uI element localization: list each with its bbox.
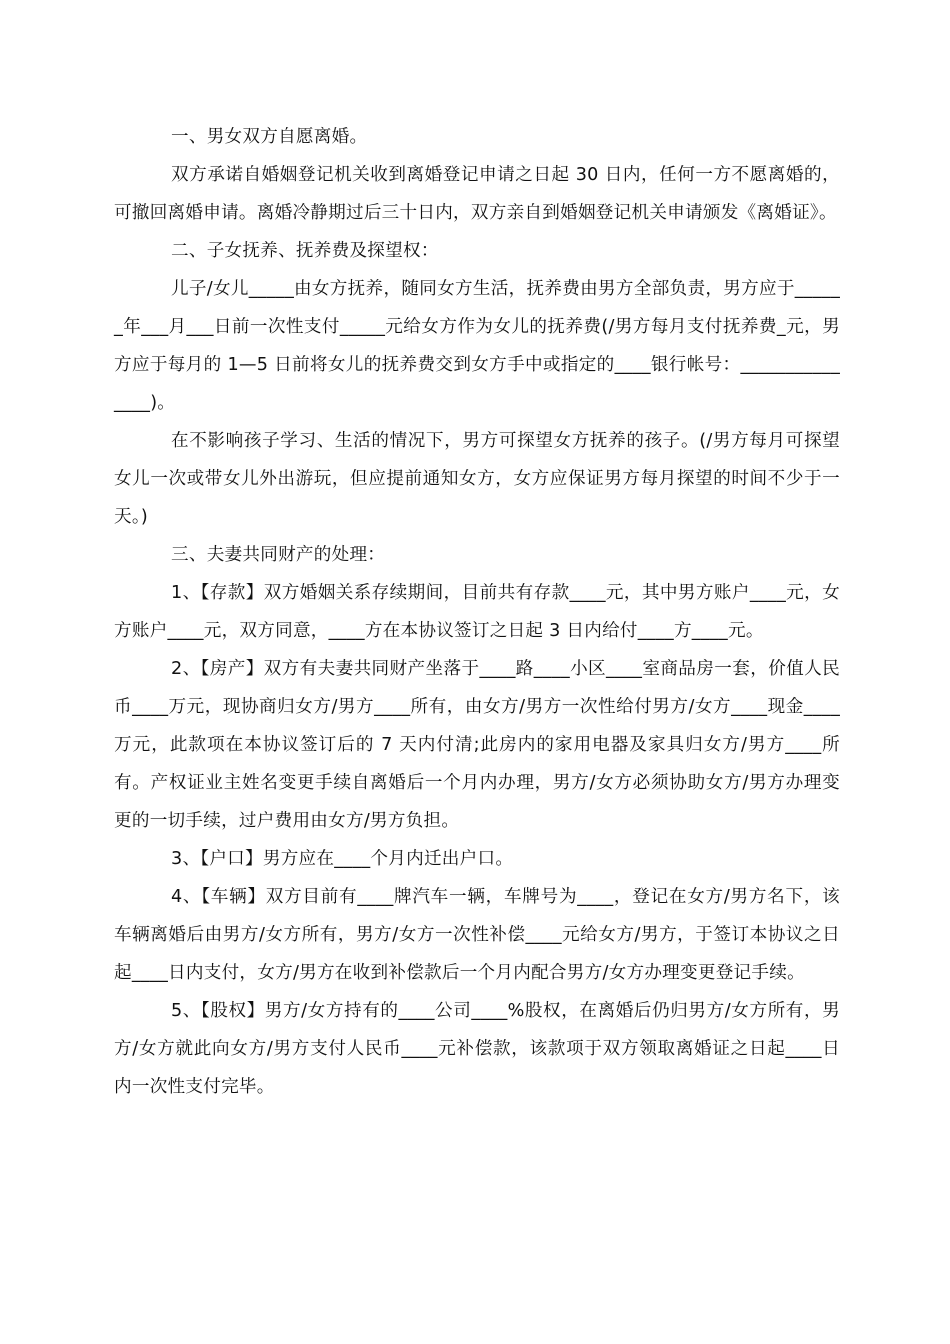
section-heading-child-custody: 二、子女抚养、抚养费及探望权： bbox=[171, 241, 439, 261]
paragraph-real-estate: 2、【房产】双方有夫妻共同财产坐落于____路____小区____室商品房一套，价值人民币____万元，现协商归女方/男方____所有，由女方/男方一次性给付男方/女方____现金____万元，此款项在本协议签订后的 7 天内付清;此房内的家用电器及家具归女方/男方____所有。产权证业主姓名变更手续自离婚后一个月内办理，男方/女方必须协助女方/男方办理变更的一切手续，过户费用由女方/男方负担。 bbox=[114, 659, 840, 831]
section-heading-voluntary-divorce: 一、男女双方自愿离婚。 bbox=[171, 127, 368, 147]
paragraph-cooling-off-period: 双方承诺自婚姻登记机关收到离婚登记申请之日起 30 日内，任何一方不愿离婚的，可撤回离婚申请。离婚冷静期过后三十日内，双方亲自到婚姻登记机关申请颁发《离婚证》。 bbox=[114, 165, 840, 223]
paragraph-household-registration: 3、【户口】男方应在____个月内迁出户口。 bbox=[171, 849, 514, 869]
section-heading-joint-property: 三、夫妻共同财产的处理： bbox=[171, 545, 386, 565]
document-body bbox=[114, 118, 840, 1106]
paragraph-vehicle: 4、【车辆】双方目前有____牌汽车一辆，车牌号为____，登记在女方/男方名下，该车辆离婚后由男方/女方所有，男方/女方一次性补偿____元给女方/男方，于签订本协议之日起____日内支付，女方/男方在收到补偿款后一个月内配合男方/女方办理变更登记手续。 bbox=[114, 887, 840, 983]
paragraph-visitation-rights: 在不影响孩子学习、生活的情况下，男方可探望女方抚养的孩子。(/男方每月可探望女儿一次或带女儿外出游玩，但应提前通知女方，女方应保证男方每月探望的时间不少于一天。) bbox=[114, 431, 840, 527]
paragraph-deposits: 1、【存款】双方婚姻关系存续期间，目前共有存款____元，其中男方账户____元，女方账户____元，双方同意，____方在本协议签订之日起 3 日内给付____方____元。 bbox=[114, 583, 840, 641]
paragraph-equity: 5、【股权】男方/女方持有的____公司____%股权，在离婚后仍归男方/女方所有，男方/女方就此向女方/男方支付人民币____元补偿款，该款项于双方领取离婚证之日起____日内一次性支付完毕。 bbox=[114, 1001, 840, 1097]
paragraph-child-support: 儿子/女儿_____由女方抚养，随同女方生活，抚养费由男方全部负责，男方应于______年___月___日前一次性支付_____元给女方作为女儿的抚养费(/男方每月支付抚养费_元，男方应于每月的 1—5 日前将女儿的抚养费交到女方手中或指定的____银行帐号：_______________)。 bbox=[114, 279, 840, 413]
